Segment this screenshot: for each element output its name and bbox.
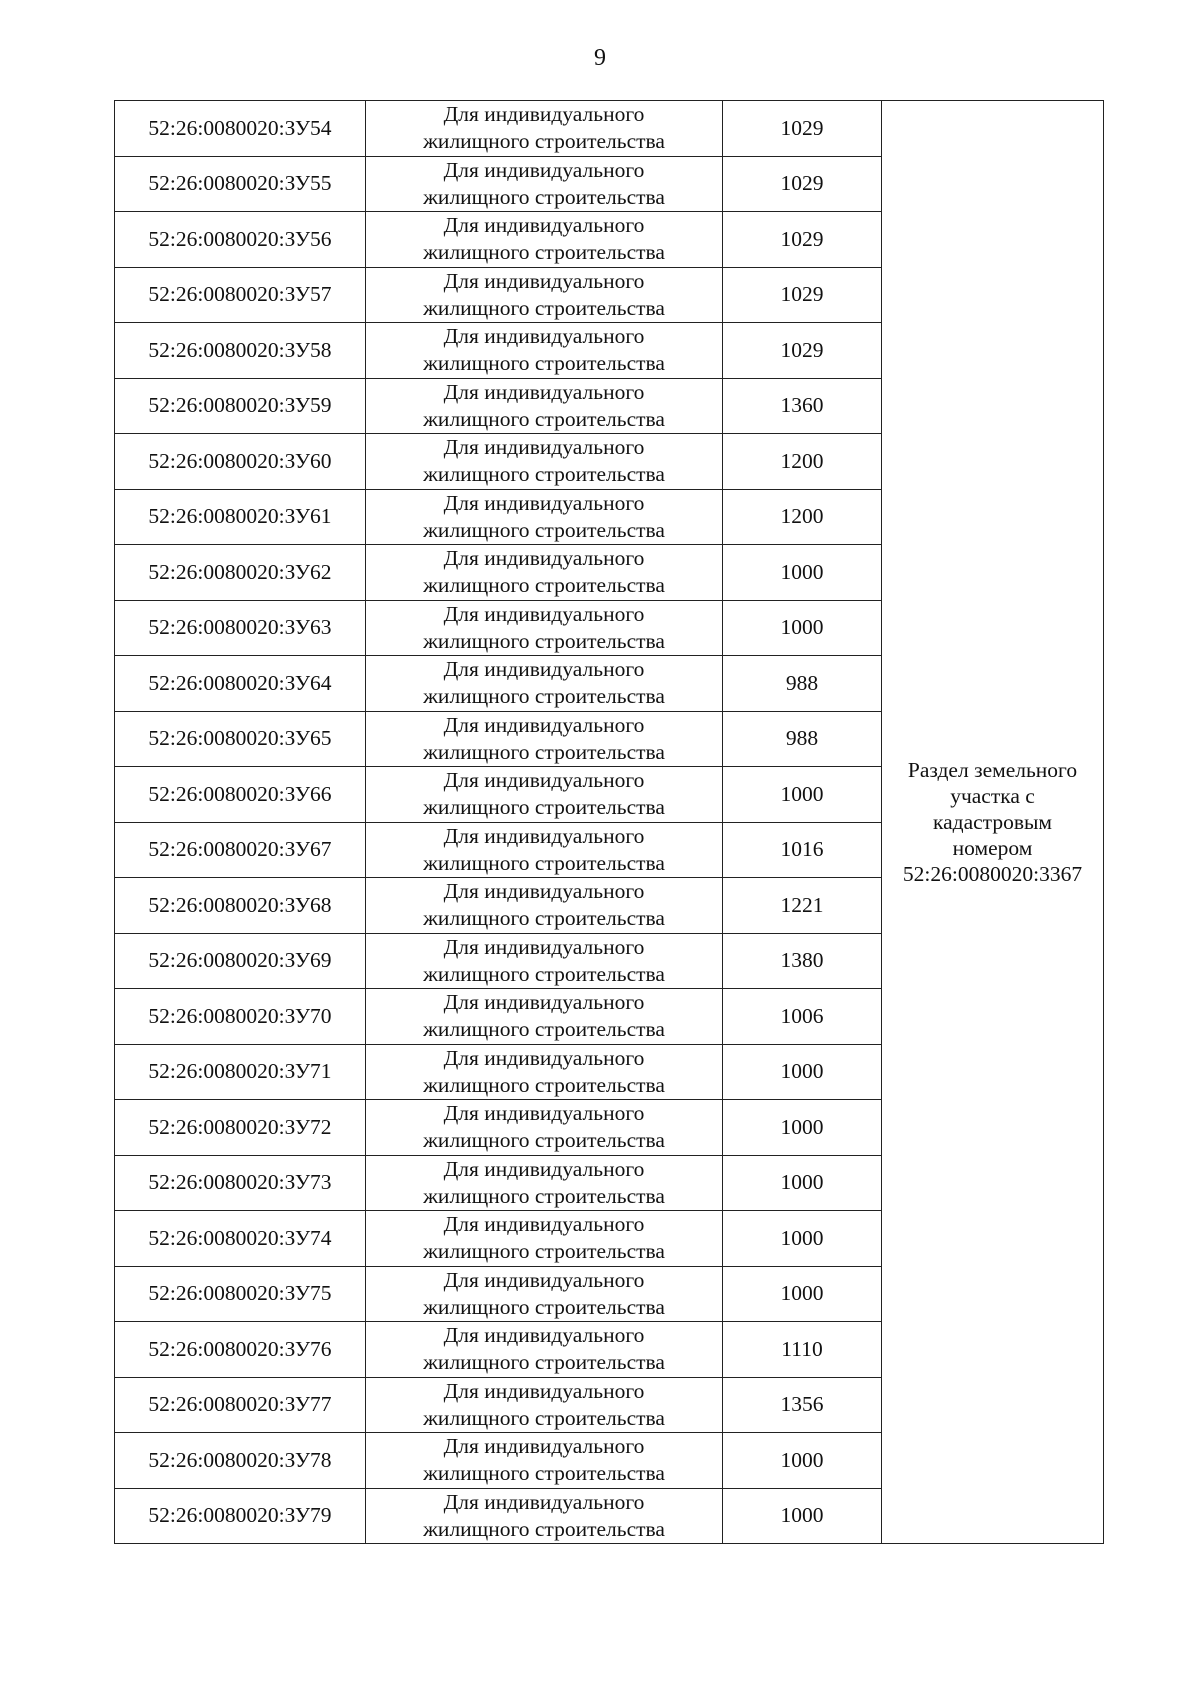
area-cell: 1029 [723,212,882,268]
cadastral-number-cell: 52:26:0080020:ЗУ79 [115,1488,366,1544]
area-cell: 1006 [723,989,882,1045]
permitted-use-line: Для индивидуального [443,1045,645,1070]
cadastral-number-cell: 52:26:0080020:ЗУ62 [115,545,366,601]
permitted-use-line: жилищного строительства [423,573,665,598]
area-cell: 1110 [723,1322,882,1378]
permitted-use-line: жилищного строительства [423,1294,665,1319]
permitted-use-cell [366,600,723,656]
permitted-use-line: жилищного строительства [423,1017,665,1042]
area-cell: 1221 [723,878,882,934]
cadastral-number-cell: 52:26:0080020:ЗУ75 [115,1266,366,1322]
permitted-use-cell [366,767,723,823]
area-cell: 1000 [723,600,882,656]
cadastral-number-cell: 52:26:0080020:ЗУ69 [115,933,366,989]
cadastral-number-cell: 52:26:0080020:ЗУ55 [115,156,366,212]
permitted-use-line: жилищного строительства [423,1239,665,1264]
permitted-use-line: Для индивидуального [443,213,645,238]
permitted-use-cell [366,212,723,268]
cadastral-number-cell: 52:26:0080020:ЗУ73 [115,1155,366,1211]
permitted-use-cell [366,489,723,545]
area-cell: 1000 [723,1044,882,1100]
permitted-use-line: жилищного строительства [423,1405,665,1430]
permitted-use-cell [366,323,723,379]
permitted-use-cell [366,1155,723,1211]
permitted-use-line: жилищного строительства [423,240,665,265]
cadastral-number-cell: 52:26:0080020:ЗУ77 [115,1377,366,1433]
cadastral-number-cell: 52:26:0080020:ЗУ56 [115,212,366,268]
permitted-use-cell [366,1322,723,1378]
permitted-use-line: Для индивидуального [443,1378,645,1403]
permitted-use-line: жилищного строительства [423,739,665,764]
permitted-use-cell [366,656,723,712]
permitted-use-line: Для индивидуального [443,546,645,571]
permitted-use-line: жилищного строительства [423,406,665,431]
cadastral-number-cell: 52:26:0080020:ЗУ74 [115,1211,366,1267]
permitted-use-line: жилищного строительства [423,462,665,487]
permitted-use-cell [366,989,723,1045]
permitted-use-line: жилищного строительства [423,517,665,542]
permitted-use-cell [366,267,723,323]
cadastral-number-cell: 52:26:0080020:ЗУ70 [115,989,366,1045]
area-cell: 1380 [723,933,882,989]
page-number: 9 [594,45,606,71]
permitted-use-cell [366,1377,723,1433]
area-cell: 1029 [723,156,882,212]
permitted-use-line: Для индивидуального [443,712,645,737]
permitted-use-cell [366,156,723,212]
cadastral-number-cell: 52:26:0080020:ЗУ59 [115,378,366,434]
area-cell: 1000 [723,1266,882,1322]
permitted-use-line: Для индивидуального [443,157,645,182]
land-plots-table-body [115,101,1104,1544]
permitted-use-cell [366,711,723,767]
permitted-use-line: Для индивидуального [443,657,645,682]
permitted-use-cell [366,434,723,490]
note-line: 52:26:0080020:3367 [902,862,1083,886]
permitted-use-line: жилищного строительства [423,351,665,376]
permitted-use-line: жилищного строительства [423,1072,665,1097]
permitted-use-cell [366,1044,723,1100]
permitted-use-line: Для индивидуального [443,601,645,626]
permitted-use-cell [366,545,723,601]
note-line: участка с [950,784,1035,808]
permitted-use-line: Для индивидуального [443,1267,645,1292]
permitted-use-line: жилищного строительства [423,850,665,875]
permitted-use-line: жилищного строительства [423,795,665,820]
permitted-use-line: Для индивидуального [443,1489,645,1514]
cadastral-number-cell: 52:26:0080020:ЗУ61 [115,489,366,545]
permitted-use-line: жилищного строительства [423,295,665,320]
permitted-use-cell [366,1100,723,1156]
cadastral-number-cell: 52:26:0080020:ЗУ54 [115,101,366,157]
area-cell: 1000 [723,1100,882,1156]
area-cell: 1000 [723,1155,882,1211]
cadastral-number-cell: 52:26:0080020:ЗУ68 [115,878,366,934]
area-cell: 1016 [723,822,882,878]
cadastral-number-cell: 52:26:0080020:ЗУ78 [115,1433,366,1489]
permitted-use-line: Для индивидуального [443,768,645,793]
permitted-use-line: жилищного строительства [423,1350,665,1375]
area-cell: 1360 [723,378,882,434]
permitted-use-line: жилищного строительства [423,1128,665,1153]
cadastral-number-cell: 52:26:0080020:ЗУ76 [115,1322,366,1378]
formation-method-note-cell [882,101,1104,1544]
permitted-use-line: Для индивидуального [443,268,645,293]
area-cell: 1000 [723,1488,882,1544]
permitted-use-cell [366,1211,723,1267]
cadastral-number-cell: 52:26:0080020:ЗУ67 [115,822,366,878]
cadastral-number-cell: 52:26:0080020:ЗУ57 [115,267,366,323]
area-cell: 1000 [723,1211,882,1267]
permitted-use-line: жилищного строительства [423,1461,665,1486]
permitted-use-line: Для индивидуального [443,879,645,904]
area-cell: 1200 [723,434,882,490]
permitted-use-line: Для индивидуального [443,102,645,127]
permitted-use-line: Для индивидуального [443,379,645,404]
note-line: кадастровым [932,810,1053,834]
permitted-use-cell [366,1433,723,1489]
cadastral-number-cell: 52:26:0080020:ЗУ72 [115,1100,366,1156]
permitted-use-line: Для индивидуального [443,435,645,460]
area-cell: 1029 [723,101,882,157]
table-row [115,101,1104,157]
permitted-use-line: Для индивидуального [443,934,645,959]
cadastral-number-cell: 52:26:0080020:ЗУ60 [115,434,366,490]
cadastral-number-cell: 52:26:0080020:ЗУ64 [115,656,366,712]
permitted-use-line: жилищного строительства [423,129,665,154]
permitted-use-cell [366,822,723,878]
permitted-use-line: Для индивидуального [443,1101,645,1126]
permitted-use-line: Для индивидуального [443,324,645,349]
permitted-use-line: Для индивидуального [443,1156,645,1181]
area-cell: 1000 [723,767,882,823]
permitted-use-cell [366,878,723,934]
area-cell: 1356 [723,1377,882,1433]
cadastral-number-cell: 52:26:0080020:ЗУ66 [115,767,366,823]
cadastral-number-cell: 52:26:0080020:ЗУ65 [115,711,366,767]
permitted-use-cell [366,101,723,157]
note-line: Раздел земельного [907,758,1078,782]
permitted-use-line: Для индивидуального [443,823,645,848]
permitted-use-line: жилищного строительства [423,1516,665,1541]
permitted-use-line: Для индивидуального [443,1323,645,1348]
area-cell: 1000 [723,545,882,601]
area-cell: 1029 [723,267,882,323]
permitted-use-line: Для индивидуального [443,990,645,1015]
permitted-use-cell [366,933,723,989]
cadastral-number-cell: 52:26:0080020:ЗУ71 [115,1044,366,1100]
permitted-use-line: жилищного строительства [423,684,665,709]
area-cell: 1000 [723,1433,882,1489]
permitted-use-line: жилищного строительства [423,961,665,986]
permitted-use-cell [366,1488,723,1544]
cadastral-number-cell: 52:26:0080020:ЗУ63 [115,600,366,656]
permitted-use-line: Для индивидуального [443,490,645,515]
land-plots-table [114,100,1104,1544]
permitted-use-cell [366,378,723,434]
area-cell: 1200 [723,489,882,545]
permitted-use-line: жилищного строительства [423,1183,665,1208]
permitted-use-line: жилищного строительства [423,184,665,209]
area-cell: 988 [723,656,882,712]
area-cell: 988 [723,711,882,767]
permitted-use-line: Для индивидуального [443,1434,645,1459]
cadastral-number-cell: 52:26:0080020:ЗУ58 [115,323,366,379]
note-line: номером [952,836,1033,860]
permitted-use-line: жилищного строительства [423,628,665,653]
area-cell: 1029 [723,323,882,379]
permitted-use-line: жилищного строительства [423,906,665,931]
permitted-use-line: Для индивидуального [443,1212,645,1237]
permitted-use-cell [366,1266,723,1322]
